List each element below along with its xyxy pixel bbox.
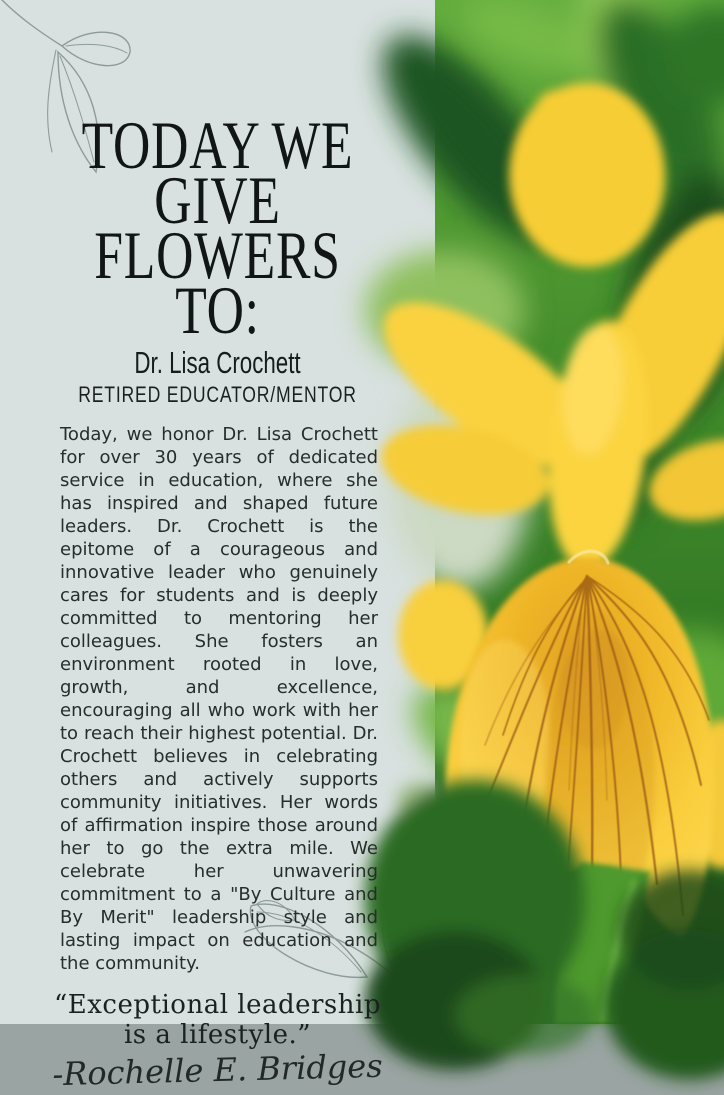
iris-illustration bbox=[435, 0, 724, 1024]
quote-line-2: is a lifestyle.” bbox=[123, 1020, 312, 1050]
tribute-paragraph: Today, we honor Dr. Lisa Crochett for over 30 years of dedicated service in education, where she has inspired and shaped future leaders. Dr. Crochett is the epitome of a courageous and innovative leader who genuinely cares for students and is deeply committed to mentoring her colleagues. She fosters an environment rooted in love, growth, and excellence, encouraging all who work with her to reach their highest potential. Dr. Crochett believes in celebrating others and actively supports community initiatives. Her words of affirmation inspire those around her to go the extra mile. We celebrate her unwavering commitment to a "By Culture and By Merit" leadership style and lasting impact on education and the community. bbox=[60, 424, 378, 974]
quote bbox=[0, 990, 435, 1050]
quote-line-1: “Exceptional leadership bbox=[54, 990, 381, 1020]
honoree-role: RETIRED EDUCATOR/MENTOR bbox=[78, 382, 357, 407]
title-line-1: TODAY WE bbox=[81, 107, 354, 183]
quote-attribution: -Rochelle E. Bridges bbox=[51, 1046, 384, 1094]
panel-content bbox=[0, 107, 435, 1094]
title-line-2: GIVE bbox=[154, 162, 281, 238]
title-line-3: FLOWERS TO: bbox=[94, 217, 341, 348]
honoree-name: Dr. Lisa Crochett bbox=[134, 345, 301, 380]
page-title bbox=[52, 107, 383, 348]
iris-photo bbox=[435, 0, 724, 1024]
